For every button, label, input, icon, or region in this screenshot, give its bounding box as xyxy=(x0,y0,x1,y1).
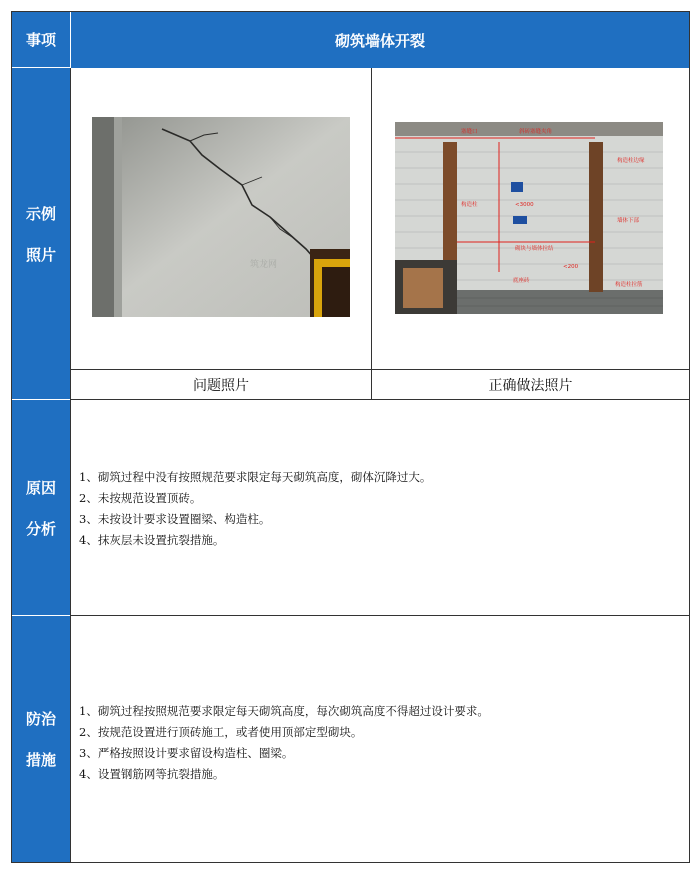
analysis-label-cell xyxy=(12,400,70,616)
list-item: 4、设置钢筋网等抗裂措施。 xyxy=(79,767,225,781)
analysis-label-line2: 分析 xyxy=(25,519,56,538)
photos-row xyxy=(70,68,689,370)
annotation-4: <3000 xyxy=(515,202,534,208)
analysis-content xyxy=(70,400,689,616)
photos-label-cell xyxy=(12,68,70,400)
problem-photo xyxy=(92,117,350,317)
photos-label-line1: 示例 xyxy=(25,204,56,223)
analysis-list xyxy=(79,467,683,551)
page-title: 砌筑墙体开裂 xyxy=(334,31,425,50)
item-label: 事项 xyxy=(25,31,56,49)
annotation-7: <200 xyxy=(563,264,579,270)
prevention-label-line1: 防治 xyxy=(25,710,56,728)
annotation-3: 构造柱 xyxy=(461,202,478,208)
defect-table xyxy=(11,11,690,863)
annotation-5: 砌块与墙体拉结 xyxy=(515,246,554,252)
prevention-list xyxy=(79,701,683,785)
annotation-8: 构造柱边缘 xyxy=(617,158,645,164)
problem-caption: 问题照片 xyxy=(193,378,249,394)
annotation-1: 塞缝口 xyxy=(461,129,478,135)
annotation-10: 构造柱拉筋 xyxy=(615,282,643,288)
item-label-cell xyxy=(12,12,70,68)
correct-photo-cell xyxy=(371,68,690,370)
photos-label-line2: 照片 xyxy=(25,245,56,264)
correct-photo xyxy=(395,122,663,314)
annotation-6: 底座砖 xyxy=(513,278,530,284)
analysis-label-line1: 原因 xyxy=(25,478,56,497)
prevention-label-line2: 措施 xyxy=(25,751,56,769)
captions-row xyxy=(70,370,689,400)
list-item: 2、按规范设置进行顶砖施工，或者使用顶部定型砌块。 xyxy=(79,725,363,739)
prevention-label-cell xyxy=(12,616,70,862)
correct-caption: 正确做法照片 xyxy=(488,378,573,394)
list-item: 3、严格按照设计要求留设构造柱、圈梁。 xyxy=(79,746,294,760)
list-item: 1、砌筑过程按照规范要求限定每天砌筑高度，每次砌筑高度不得超过设计要求。 xyxy=(79,704,489,718)
list-item: 3、未按设计要求设置圈梁、构造柱。 xyxy=(79,512,271,526)
problem-caption-cell xyxy=(71,370,372,400)
prevention-content xyxy=(70,616,689,862)
list-item: 4、抹灰层未设置抗裂措施。 xyxy=(79,533,225,547)
list-item: 1、砌筑过程中没有按照规范要求限定每天砌筑高度，砌体沉降过大。 xyxy=(79,470,432,484)
problem-watermark: 筑龙网 xyxy=(250,260,278,270)
annotation-9: 墙体下部 xyxy=(617,218,640,224)
correct-caption-cell xyxy=(371,370,690,400)
list-item: 2、未按规范设置顶砖。 xyxy=(79,491,202,505)
title-cell xyxy=(70,12,689,68)
problem-photo-cell xyxy=(71,68,372,370)
annotation-2: 斜砖塞缝夹角 xyxy=(519,129,553,135)
